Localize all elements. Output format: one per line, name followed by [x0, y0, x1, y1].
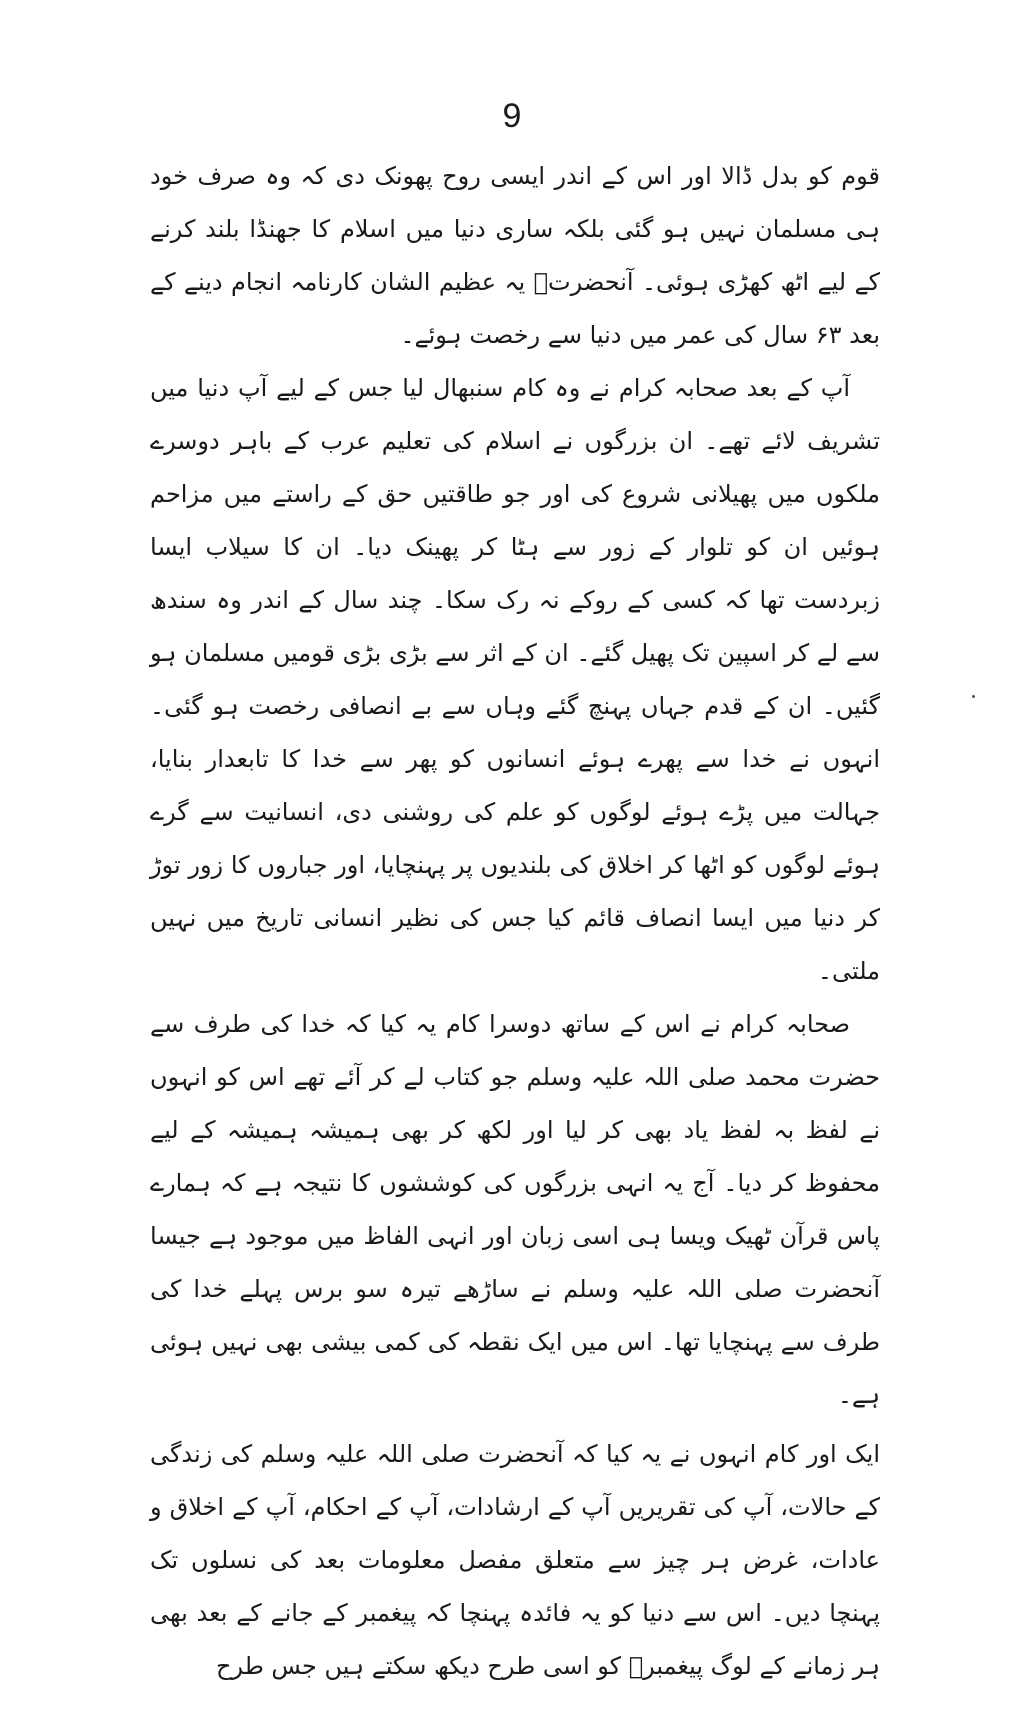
paragraph-2: آپ کے بعد صحابہ کرام نے وہ کام سنبھال لیا جس کے لیے آپ دنیا میں تشریف لائے تھے۔ ان بزرگوں نے اسلام کی تعلیم عرب کے باہر دوسرے ملکوں میں پھیلانی شروع کی اور جو طاقتیں حق کے راستے میں مزاحم ہوئیں ان کو تلوار کے زور سے ہٹا کر پھینک دیا۔ ان کا سیلاب ایسا زبردست تھا کہ کسی کے روکے نہ رک سکا۔ چند سال کے اندر وہ سندھ سے لے کر اسپین تک پھیل گئے۔ ان کے اثر سے بڑی بڑی قومیں مسلمان ہو گئیں۔ ان کے قدم جہاں پہنچ گئے وہاں سے بے انصافی رخصت ہو گئی۔ انہوں نے خدا سے پھرے ہوئے انسانوں کو پھر سے خدا کا تابعدار بنایا، جہالت میں پڑے ہوئے لوگوں کو علم کی روشنی دی، انسانیت سے گرے ہوئے لوگوں کو اٹھا کر اخلاق کی بلندیوں پر پہنچایا، اور جباروں کا زور توڑ کر دنیا میں ایسا انصاف قائم کیا جس کی نظیر انسانی تاریخ میں نہیں ملتی۔ — [150, 374, 880, 985]
paragraph-3: صحابہ کرام نے اس کے ساتھ دوسرا کام یہ کیا کہ خدا کی طرف سے حضرت محمد صلی اللہ علیہ وسلم جو کتاب لے کر آئے تھے اس کو انہوں نے لفظ بہ لفظ یاد بھی کر لیا اور لکھ کر بھی ہمیشہ ہمیشہ کے لیے محفوظ کر دیا۔ آج یہ انہی بزرگوں کی کوششوں کا نتیجہ ہے کہ ہمارے پاس قرآن ٹھیک ویسا ہی اسی زبان اور انہی الفاظ میں موجود ہے جیسا آنحضرت صلی اللہ علیہ وسلم نے ساڑھے تیرہ سو برس پہلے خدا کی طرف سے پہنچایا تھا۔ اس میں ایک نقطہ کی کمی بیشی بھی نہیں ہوئی ہے۔ — [150, 1010, 880, 1409]
paragraph-1: قوم کو بدل ڈالا اور اس کے اندر ایسی روح پھونک دی کہ وہ صرف خود ہی مسلمان نہیں ہو گئی بلکہ ساری دنیا میں اسلام کا جھنڈا بلند کرنے کے لیے اٹھ کھڑی ہوئی۔ آنحضرتؐ یہ عظیم الشان کارنامہ انجام دینے کے بعد ۶۳ سال کی عمر میں دنیا سے رخصت ہوئے۔ — [150, 162, 880, 349]
page-number: 9 — [502, 97, 522, 135]
paragraph-4: ایک اور کام انہوں نے یہ کیا کہ آنحضرت صلی اللہ علیہ وسلم کی زندگی کے حالات، آپ کی تقریریں آپ کے ارشادات، آپ کے احکام، آپ کے اخلاق و عادات، غرض ہر چیز سے متعلق مفصل معلومات بعد کی نسلوں تک پہنچا دیں۔ اس سے دنیا کو یہ فائدہ پہنچا کہ پیغمبر کے جانے کے بعد بھی ہر زمانے کے لوگ پیغمبرؐ کو اسی طرح دیکھ سکتے ہیں جس طرح — [150, 1440, 880, 1680]
body-text — [150, 150, 880, 1693]
scan-speck — [972, 695, 975, 698]
